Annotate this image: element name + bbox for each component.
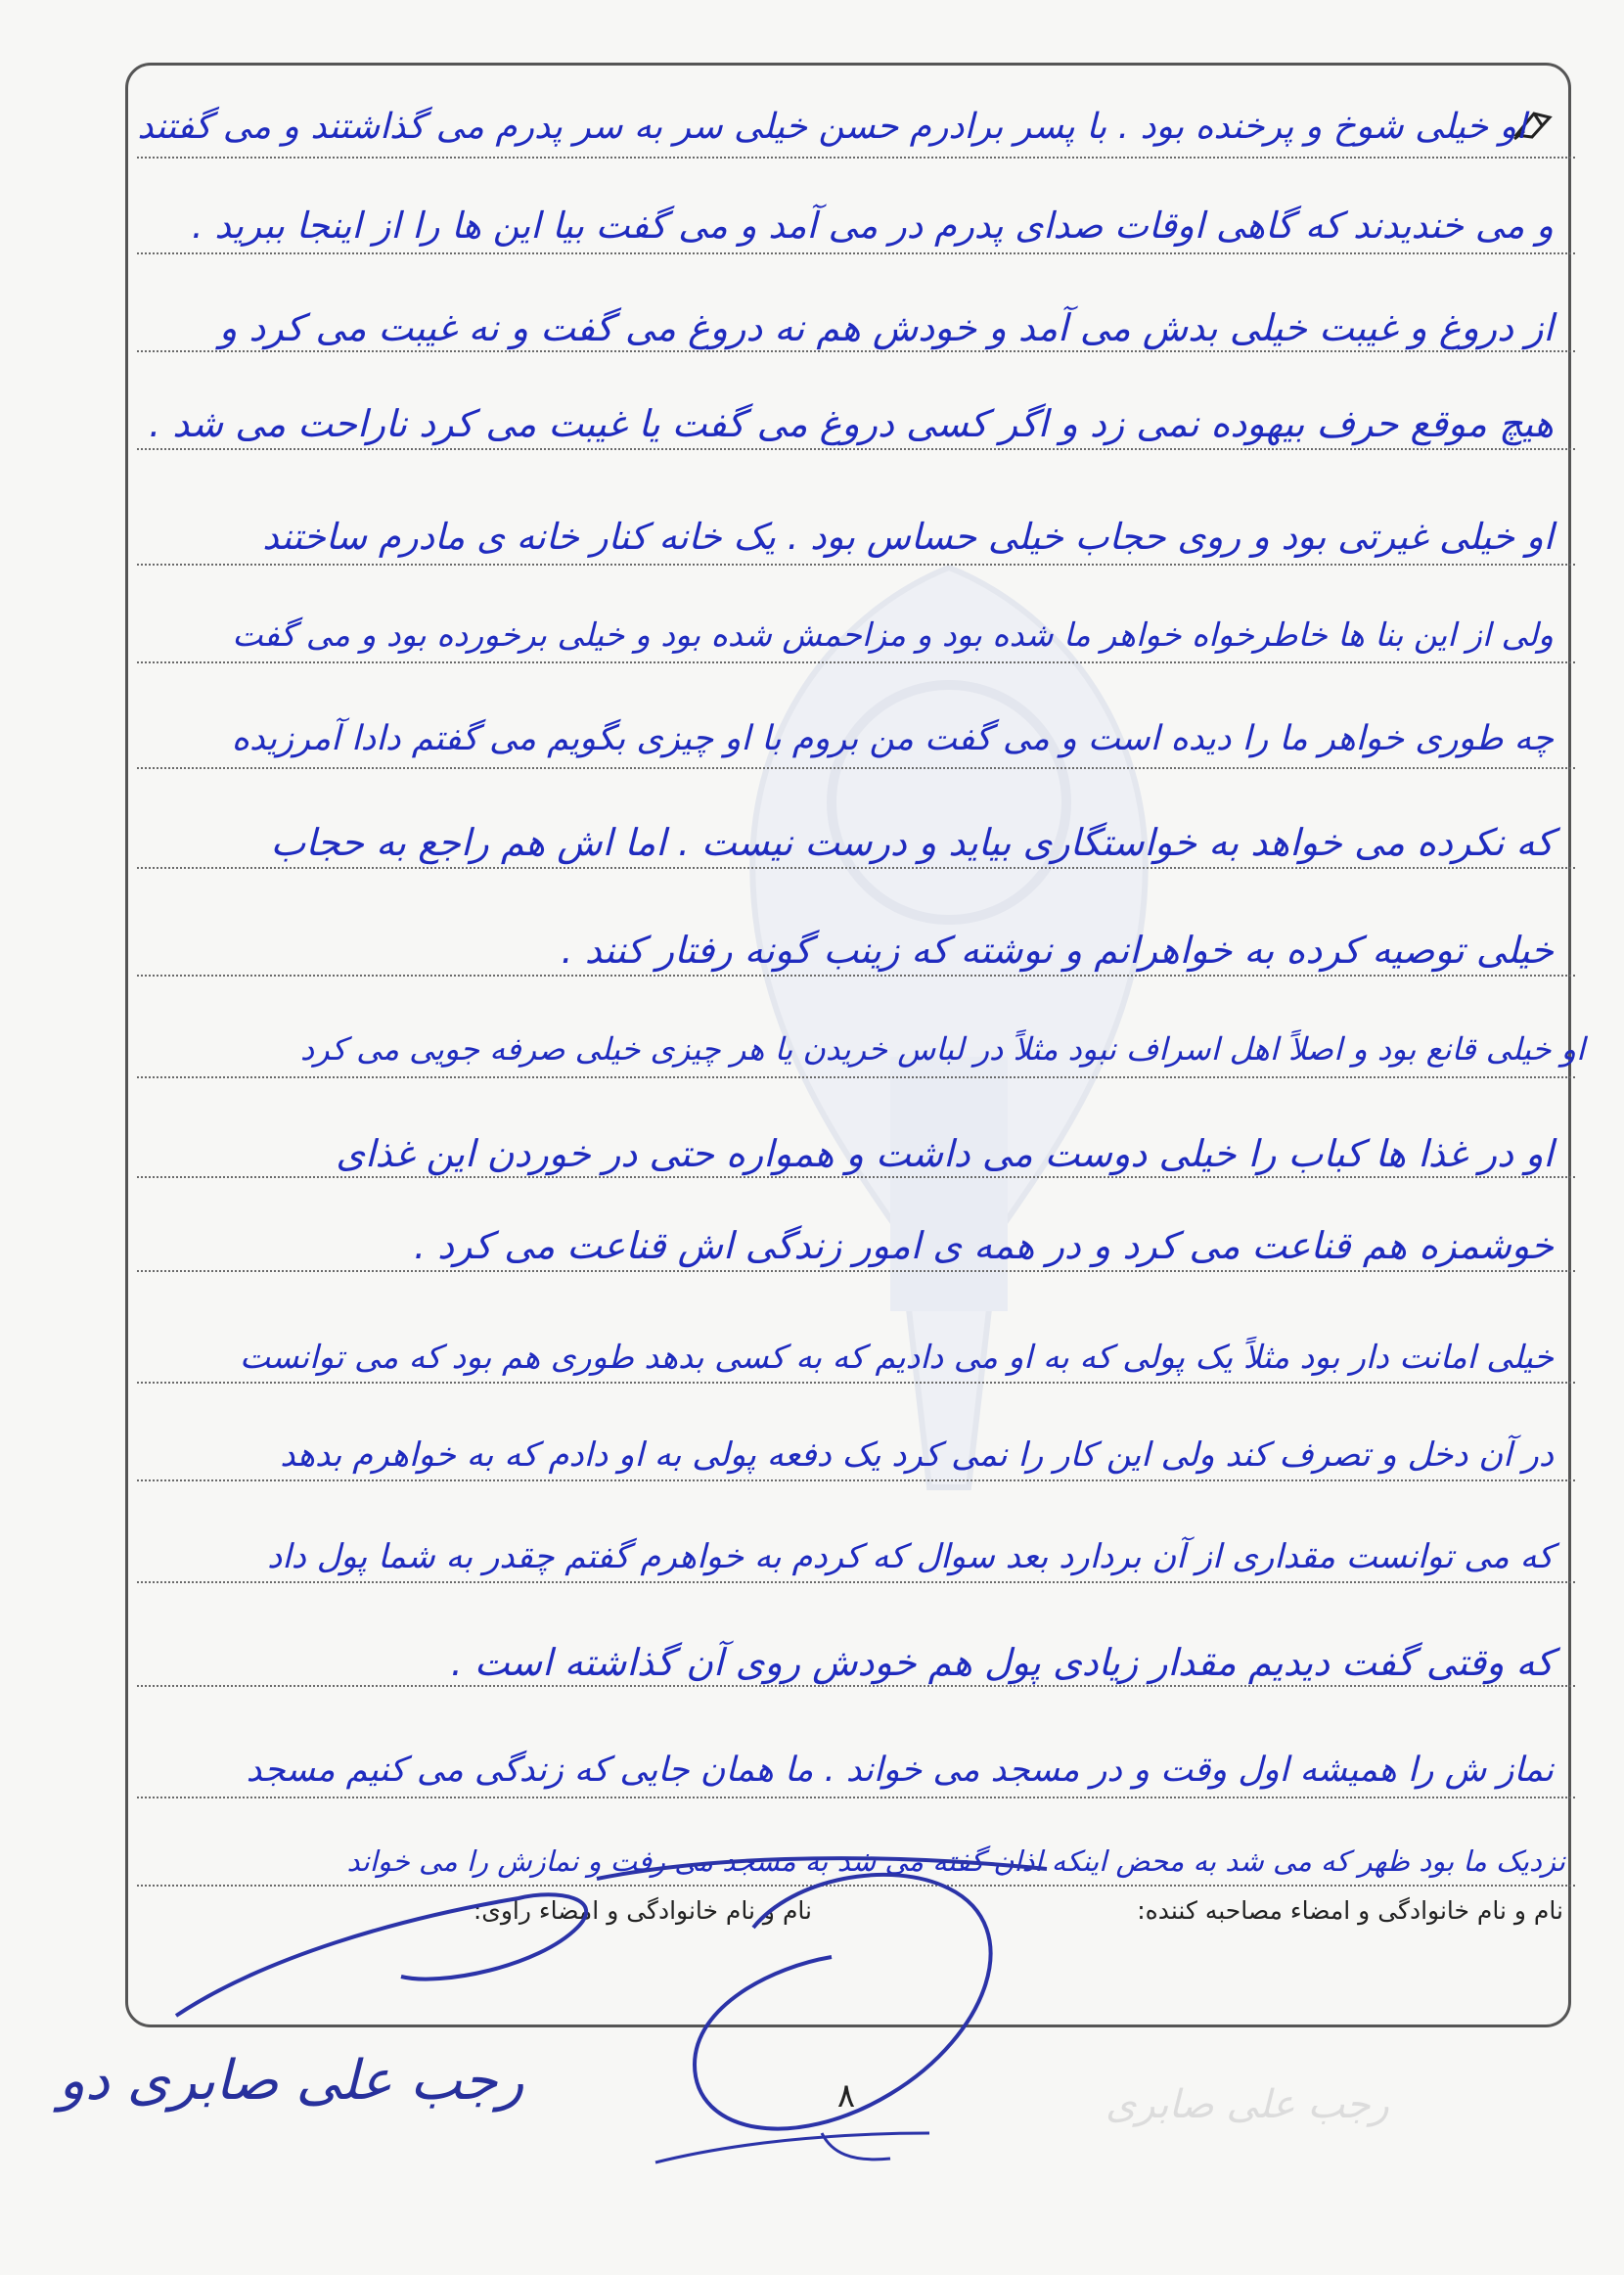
signature-name: رجب علی صابری دو — [59, 2049, 524, 2113]
handwritten-line: که نکرده می خواهد به خواستگاری بیاید و درست نیست . اما اش هم راجع به حجاب — [270, 821, 1554, 864]
handwritten-line: خیلی توصیه کرده به خواهرانم و نوشته که زینب گونه رفتار کنند . — [561, 929, 1554, 972]
ruled-line — [137, 564, 1575, 566]
handwritten-line: و می خندیدند که گاهی اوقات صدای پدرم در می آمد و می گفت بیا این ها را از اینجا ببرید . — [191, 205, 1554, 247]
narrator-signature-label: نام و نام خانوادگی و امضاء راوی: — [473, 1896, 812, 1925]
handwritten-line: خوشمزه هم قناعت می کرد و در همه ی امور زندگی اش قناعت می کرد . — [413, 1224, 1554, 1267]
ruled-line — [137, 1076, 1575, 1078]
interviewer-signature-label: نام و نام خانوادگی و امضاء مصاحبه کننده: — [1137, 1896, 1563, 1925]
ruled-line — [137, 661, 1575, 663]
ruled-line — [137, 767, 1575, 769]
ruled-line — [137, 1797, 1575, 1798]
handwritten-line: خیلی امانت دار بود مثلاً یک پولی که به او می دادیم که به کسی بدهد طوری هم بود که می توانست — [240, 1338, 1554, 1376]
ruled-line — [137, 252, 1575, 254]
handwritten-line: او در غذا ها کباب را خیلی دوست می داشت و همواره حتی در خوردن این غذای — [336, 1132, 1554, 1175]
handwritten-line: هیچ موقع حرف بیهوده نمی زد و اگر کسی دروغ می گفت یا غیبت می کرد ناراحت می شد . — [149, 402, 1554, 445]
ruled-line — [137, 350, 1575, 352]
handwritten-line: او خیلی شوخ و پرخنده بود . با پسر برادرم حسن خیلی سر به سر پدرم می گذاشتند و می گفتند — [137, 107, 1526, 147]
handwritten-line: که می توانست مقداری از آن بردارد بعد سوال که کردم به خواهرم گفتم چقدر به شما پول داد — [267, 1537, 1554, 1576]
handwritten-line: نماز ش را همیشه اول وقت و در مسجد می خواند . ما همان جایی که زندگی می کنیم مسجد — [246, 1751, 1554, 1790]
ruled-line — [137, 1176, 1575, 1178]
ruled-line — [137, 867, 1575, 869]
handwritten-line: که وقتی گفت دیدیم مقدار زیادی پول هم خودش روی آن گذاشته است . — [450, 1641, 1554, 1684]
ruled-line — [137, 1382, 1575, 1384]
ruled-line — [137, 157, 1575, 159]
handwritten-line: ولی از این بنا ها خاطرخواه خواهر ما شده بود و مزاحمش شده بود و خیلی برخورده بود و می گفت — [232, 615, 1554, 654]
handwritten-signature — [147, 1840, 1105, 2192]
handwritten-line: او خیلی غیرتی بود و روی حجاب خیلی حساس بود . یک خانه کنار خانه ی مادرم ساختند — [262, 516, 1554, 558]
page-number: ۸ — [836, 2076, 856, 2116]
ruled-line — [137, 1581, 1575, 1583]
faint-bleedthrough-text: رجب علی صابری — [1105, 2082, 1389, 2127]
ruled-line — [137, 448, 1575, 450]
ruled-line — [137, 1479, 1575, 1481]
handwritten-line: چه طوری خواهر ما را دیده است و می گفت من بروم با او چیزی بگویم می گفتم دادا آمرزیده — [231, 719, 1554, 758]
handwritten-line: در آن دخل و تصرف کند ولی این کار را نمی کرد یک دفعه پولی به او دادم که به خواهرم بدهد — [280, 1435, 1554, 1475]
ruled-line — [137, 975, 1575, 977]
handwritten-line: نزدیک ما بود ظهر که می شد به محض اینکه اذان گفته می شد به مسجد می رفت و نمازش را می خواند — [346, 1844, 1565, 1878]
ruled-line — [137, 1270, 1575, 1272]
ruled-line — [137, 1685, 1575, 1687]
handwritten-line: او خیلی قانع بود و اصلاً اهل اسراف نبود مثلاً در لباس خریدن یا هر چیزی خیلی صرفه جویی می کرد — [299, 1030, 1585, 1068]
handwritten-line: از دروغ و غیبت خیلی بدش می آمد و خودش هم نه دروغ می گفت و نه غیبت می کرد و — [218, 306, 1554, 349]
